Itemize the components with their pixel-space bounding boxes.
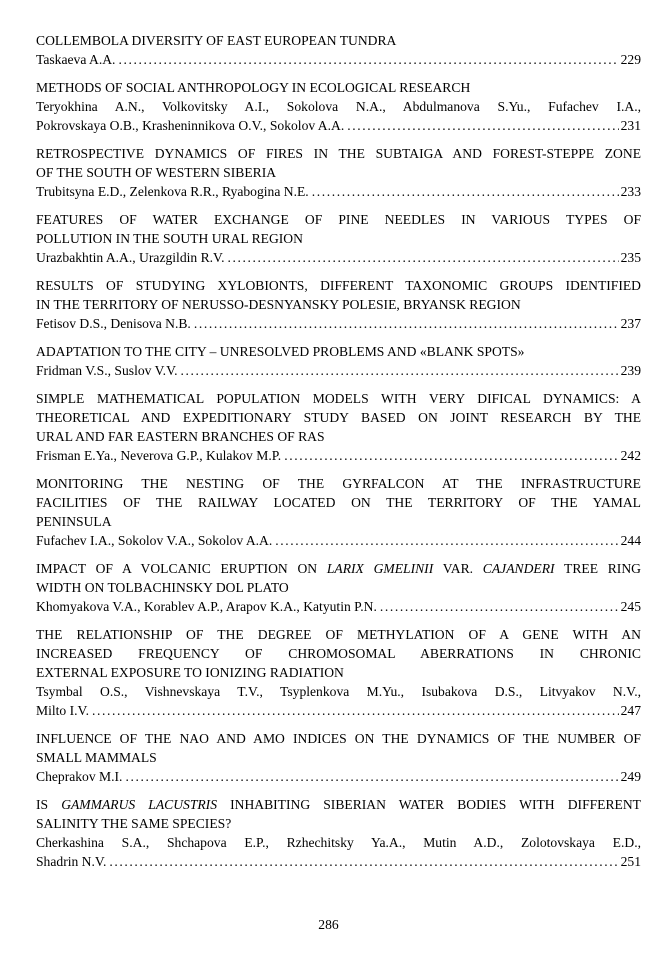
entry-authors: Teryokhina A.N., Volkovitsky A.I., Sokolova N.A., Abdulmanova S.Yu., Fufachev I.A.,	[36, 99, 641, 114]
entry-authors-last: Fetisov D.S., Denisova N.B.	[36, 316, 191, 331]
entry-page-number: 242	[620, 448, 641, 463]
title-segment: FACILITIES OF THE RAILWAY LOCATED ON THE TERRITORY OF THE YAMAL	[36, 495, 641, 510]
entry-page-number: 249	[620, 769, 641, 784]
entry-title-line	[36, 229, 641, 248]
entry-title-line	[36, 342, 641, 361]
title-segment: TREE RING	[554, 561, 641, 576]
entry-authors-last: Fufachev I.A., Sokolov V.A., Sokolov A.A.	[36, 533, 273, 548]
dot-leader	[125, 767, 618, 786]
title-segment: EXTERNAL EXPOSURE TO IONIZING RADIATION	[36, 665, 344, 680]
entry-title-line	[36, 644, 641, 663]
dot-leader	[118, 50, 618, 69]
toc-entry	[36, 276, 641, 333]
title-segment: VAR.	[433, 561, 483, 576]
entry-page-number: 247	[620, 703, 641, 718]
entry-title-line	[36, 163, 641, 182]
title-segment: MONITORING THE NESTING OF THE GYRFALCON AT THE INFRASTRUCTURE	[36, 476, 641, 491]
entry-page-number: 235	[620, 250, 641, 265]
dot-leader	[194, 314, 619, 333]
title-segment: INFLUENCE OF THE NAO AND AMO INDICES ON THE DYNAMICS OF THE NUMBER OF	[36, 731, 641, 746]
dot-leader	[380, 597, 619, 616]
entry-page-number: 251	[620, 854, 641, 869]
entry-authors-last: Khomyakova V.A., Korablev A.P., Arapov K.A., Katyutin P.N.	[36, 599, 377, 614]
entry-page-number: 245	[620, 599, 641, 614]
entry-leader-row	[36, 852, 641, 871]
entry-title-line	[36, 210, 641, 229]
entry-title-line	[36, 31, 641, 50]
entry-leader-row	[36, 767, 641, 786]
entry-leader-row	[36, 597, 641, 616]
entry-authors: Cherkashina S.A., Shchapova E.P., Rzhechitsky Ya.A., Mutin A.D., Zolotovskaya E.D.,	[36, 835, 641, 850]
toc-entry	[36, 31, 641, 69]
entry-authors-last: Milto I.V.	[36, 703, 90, 718]
entry-leader-row	[36, 314, 641, 333]
toc-entry	[36, 342, 641, 380]
title-segment: RESULTS OF STUDYING XYLOBIONTS, DIFFERENT TAXONOMIC GROUPS IDENTIFIED	[36, 278, 641, 293]
title-segment: URAL AND FAR EASTERN BRANCHES OF RAS	[36, 429, 325, 444]
toc-entry	[36, 78, 641, 135]
toc-entry	[36, 474, 641, 550]
entry-leader-row	[36, 701, 641, 720]
entry-title-line	[36, 814, 641, 833]
entry-authors-last: Pokrovskaya O.B., Krasheninnikova O.V., Sokolov A.A.	[36, 118, 345, 133]
entry-leader-row	[36, 446, 641, 465]
toc-entry	[36, 729, 641, 786]
entry-title-line	[36, 512, 641, 531]
entry-authors-last: Cheprakov M.I.	[36, 769, 123, 784]
toc-entry	[36, 795, 641, 871]
title-segment-italic: CAJANDERI	[482, 561, 555, 576]
dot-leader	[284, 446, 618, 465]
entry-title-line	[36, 276, 641, 295]
title-segment-italic: LARIX GMELINII	[326, 561, 434, 576]
footer-page-number: 286	[318, 917, 339, 932]
title-segment: RETROSPECTIVE DYNAMICS OF FIRES IN THE SUBTAIGA AND FOREST-STEPPE ZONE	[36, 146, 641, 161]
entry-page-number: 239	[620, 363, 641, 378]
entry-page-number: 229	[620, 52, 641, 67]
entry-title-line	[36, 748, 641, 767]
entry-title-line	[36, 144, 641, 163]
title-segment-italic: GAMMARUS LACUSTRIS	[61, 797, 218, 812]
entry-authors-last: Taskaeva A.A.	[36, 52, 116, 67]
title-segment: POLLUTION IN THE SOUTH URAL REGION	[36, 231, 303, 246]
title-segment: COLLEMBOLA DIVERSITY OF EAST EUROPEAN TUNDRA	[36, 33, 397, 48]
title-segment: IMPACT OF A VOLCANIC ERUPTION ON	[36, 561, 327, 576]
entry-page-number: 244	[620, 533, 641, 548]
toc-entry	[36, 559, 641, 616]
entry-authors-last: Fridman V.S., Suslov V.V.	[36, 363, 178, 378]
entry-leader-row	[36, 248, 641, 267]
title-segment: METHODS OF SOCIAL ANTHROPOLOGY IN ECOLOGICAL RESEARCH	[36, 80, 471, 95]
entry-title-line	[36, 295, 641, 314]
dot-leader	[347, 116, 618, 135]
entry-page-number: 231	[620, 118, 641, 133]
entry-title-line	[36, 493, 641, 512]
entry-title-line	[36, 795, 641, 814]
entry-title-line	[36, 389, 641, 408]
title-segment: THEORETICAL AND EXPEDITIONARY STUDY BASED ON JOINT RESEARCH BY THE	[36, 410, 641, 425]
dot-leader	[109, 852, 618, 871]
title-segment: ADAPTATION TO THE CITY – UNRESOLVED PROBLEMS AND «BLANK SPOTS»	[36, 344, 525, 359]
title-segment: INCREASED FREQUENCY OF CHROMOSOMAL ABERRATIONS IN CHRONIC	[36, 646, 641, 661]
title-segment: WIDTH ON TOLBACHINSKY DOL PLATO	[36, 580, 289, 595]
toc-entry	[36, 210, 641, 267]
entry-title-line	[36, 474, 641, 493]
title-segment: INHABITING SIBERIAN WATER BODIES WITH DIFFERENT	[217, 797, 641, 812]
entry-leader-row	[36, 50, 641, 69]
entry-title-line	[36, 559, 641, 578]
entry-authors-last: Trubitsyna E.D., Zelenkova R.R., Ryabogina N.E.	[36, 184, 309, 199]
dot-leader	[275, 531, 618, 550]
title-segment: IS	[36, 797, 62, 812]
toc-entry	[36, 389, 641, 465]
entry-title-line	[36, 427, 641, 446]
toc-entry	[36, 625, 641, 720]
entry-authors-last: Frisman E.Ya., Neverova G.P., Kulakov M.P.	[36, 448, 282, 463]
entry-title-line	[36, 663, 641, 682]
title-segment: SALINITY THE SAME SPECIES?	[36, 816, 232, 831]
dot-leader	[228, 248, 619, 267]
entry-title-line	[36, 78, 641, 97]
entry-leader-row	[36, 361, 641, 380]
title-segment: SMALL MAMMALS	[36, 750, 157, 765]
title-segment: SIMPLE MATHEMATICAL POPULATION MODELS WITH VERY DIFICAL DYNAMICS: A	[36, 391, 641, 406]
entry-title-line	[36, 408, 641, 427]
title-segment: OF THE SOUTH OF WESTERN SIBERIA	[36, 165, 277, 180]
toc-entry	[36, 144, 641, 201]
title-segment: THE RELATIONSHIP OF THE DEGREE OF METHYLATION OF A GENE WITH AN	[36, 627, 641, 642]
entry-title-line	[36, 729, 641, 748]
entry-leader-row	[36, 116, 641, 135]
entry-leader-row	[36, 531, 641, 550]
entry-title-line	[36, 578, 641, 597]
title-segment: IN THE TERRITORY OF NERUSSO-DESNYANSKY POLESIE, BRYANSK REGION	[36, 297, 521, 312]
dot-leader	[312, 182, 619, 201]
entry-title-line	[36, 625, 641, 644]
entry-authors: Tsymbal O.S., Vishnevskaya T.V., Tsyplenkova M.Yu., Isubakova D.S., Litvyakov N.V.,	[36, 684, 641, 699]
entry-authors-last: Shadrin N.V.	[36, 854, 107, 869]
entry-page-number: 233	[620, 184, 641, 199]
entry-leader-row	[36, 182, 641, 201]
title-segment: PENINSULA	[36, 514, 112, 529]
title-segment: FEATURES OF WATER EXCHANGE OF PINE NEEDLES IN VARIOUS TYPES OF	[36, 212, 641, 227]
dot-leader	[92, 701, 619, 720]
entry-authors-last: Urazbakhtin A.A., Urazgildin R.V.	[36, 250, 225, 265]
dot-leader	[181, 361, 619, 380]
entry-page-number: 237	[620, 316, 641, 331]
